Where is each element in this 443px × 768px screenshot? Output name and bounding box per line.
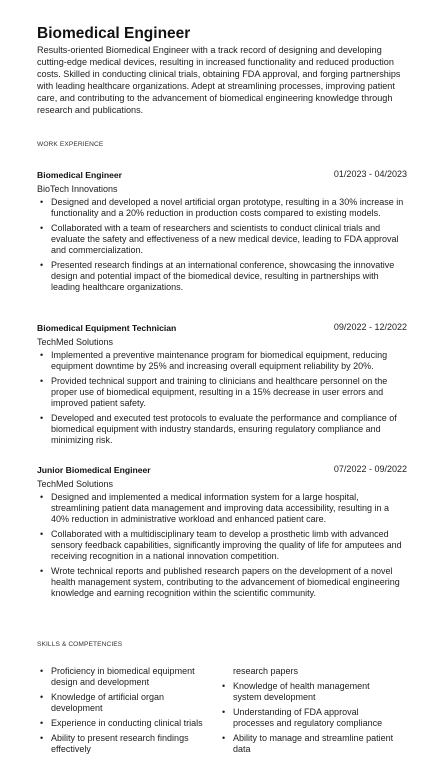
- skills-heading: SKILLS & COMPETENCIES: [37, 641, 123, 648]
- summary-paragraph: Results-oriented Biomedical Engineer with a track record of designing and developing cutting-edge medical devices, resulting in increased functionality and reduced production costs. Skilled in conducting clinical trials, obtaining FDA approval, and forging partnerships with leading healthcare organizations. Adept at streamlining processes, improving patient care, and contributing to the advancement of biomedical engineering knowledge through research and publications.: [37, 45, 401, 115]
- skill-item: • Experience in conducting clinical trials: [37, 718, 212, 729]
- job-bullets: [37, 197, 407, 293]
- skill-item: • Proficiency in biomedical equipment design and development: [37, 666, 212, 688]
- skill-item: • Ability to present research findings effectively: [37, 733, 212, 755]
- bullet-item: • Implemented a preventive maintenance program for biomedical equipment, reducing equipment downtime by 25% and increasing overall equipment reliability by 20%.: [37, 350, 407, 372]
- skill-item: • Understanding of FDA approval processes and regulatory compliance: [219, 707, 394, 729]
- job-title: Junior Biomedical Engineer: [37, 465, 151, 475]
- skill-item: • Ability to manage and streamline patient data: [219, 733, 394, 755]
- skill-item: • Knowledge of artificial organ development: [37, 692, 212, 714]
- job-entry: [37, 323, 407, 450]
- job-company: TechMed Solutions: [37, 337, 114, 347]
- job-dates: 07/2022 - 09/2022: [333, 464, 407, 474]
- skills-column-right: [219, 666, 394, 759]
- job-title: Biomedical Engineer: [37, 170, 123, 180]
- job-dates: 01/2023 - 04/2023: [333, 169, 407, 179]
- bullet-item: • Designed and developed a novel artificial organ prototype, resulting in a 30% increase in functionality and a 20% reduction in production costs compared to existing models.: [37, 197, 407, 219]
- skill-item: • Knowledge of health management system development: [219, 681, 394, 703]
- job-entry: [37, 465, 407, 603]
- bullet-item: • Designed and implemented a medical information system for a large hospital, streamlining patient data management and improving data accessibility, resulting in a 40% reduction in administrative workload and enhanced patient care.: [37, 492, 407, 525]
- bullet-item: • Collaborated with a team of researchers and scientists to conduct clinical trials and evaluate the safety and effectiveness of a new medical device, leading to FDA approval and commercialization.: [37, 223, 407, 256]
- job-company: BioTech Innovations: [37, 184, 118, 194]
- job-bullets: [37, 492, 407, 599]
- skills-column-left: [37, 666, 212, 759]
- job-title: Biomedical Equipment Technician: [37, 323, 177, 333]
- skill-item-continued: research papers: [233, 666, 299, 676]
- resume-name: Biomedical Engineer: [37, 25, 191, 42]
- bullet-item: • Collaborated with a multidisciplinary team to develop a prosthetic limb with advanced sensory feedback capabilities, significantly improving the quality of life for amputees and receiving recognition in a national innovation competition.: [37, 529, 407, 562]
- job-dates: 09/2022 - 12/2022: [333, 322, 407, 332]
- bullet-item: • Presented research findings at an international conference, showcasing the innovative design and potential impact of the biomedical device, resulting in partnerships with leading healthcare organizations.: [37, 260, 407, 293]
- bullet-item: • Developed and executed test protocols to evaluate the performance and compliance of biomedical equipment with industry standards, ensuring regulatory compliance and minimizing risk.: [37, 413, 407, 446]
- bullet-item: • Provided technical support and training to clinicians and healthcare personnel on the proper use of biomedical equipment, resulting in a 15% decrease in user errors and improved patient safety.: [37, 376, 407, 409]
- bullet-item: • Wrote technical reports and published research papers on the development of a novel health management system, contributing to the advancement of biomedical engineering knowledge and earning recognition within the scientific community.: [37, 566, 407, 599]
- job-entry: [37, 170, 407, 297]
- job-bullets: [37, 350, 407, 446]
- job-company: TechMed Solutions: [37, 479, 114, 489]
- work-experience-heading: WORK EXPERIENCE: [37, 141, 104, 148]
